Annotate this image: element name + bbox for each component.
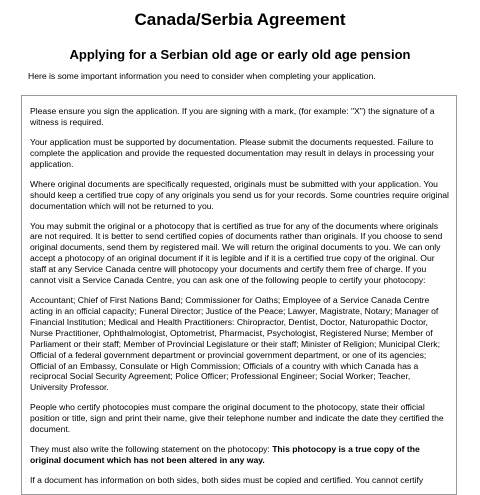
document-title: Canada/Serbia Agreement [134,10,346,29]
notice-box-content [30,106,450,495]
certified-copies-paragraph: You may submit the original or a photocopy that is certified as true for any of the documents where originals are not required. It is better to send certified copies of documents rather than originals. If you choose to send original documents, send them by registered mail. We will return the original documents to you. We can only accept a photocopy of an original document if it is legible and if it is a certified true copy of the original. Our staff at any Service Canada centre will photocopy your documents and certify them free of charge. If you cannot visit a Service Canada Centre, you can ask one of the following people to certify your photocopy: [30,220,443,286]
statement-bold-text: This photocopy is a true copy of the original document which has not been altered in any way. [30,444,420,466]
documentation-paragraph: Your application must be supported by documentation. Please submit the documents requested. Failure to complete the application and provide the requested documentation may result in delays in processing your application. [30,136,435,169]
notice-box [21,95,457,495]
intro-text: Here is some important information you need to consider when completing your application. [28,71,376,81]
original-documents-paragraph: Where original documents are specifically requested, originals must be submitted with your application. You should keep a certified true copy of any originals you send us for your records. Some countries require original documentation which will not be returned to you. [30,178,449,211]
statement-paragraph [30,444,450,466]
certification-procedure-paragraph: People who certify photocopies must compare the original document to the photocopy, state their official position or title, sign and print their name, give their telephone number and indicate the date they certified the document. [30,402,444,435]
certifiers-list-paragraph: Accountant; Chief of First Nations Band; Commissioner for Oaths; Employee of a Service Canada Centre acting in an official capacity; Funeral Director; Justice of the Peace; Lawyer, Magistrate, Notary; Manager of Financial Institution; Medical and Health Practitioners: Chiropractor, Dentist, Doctor, Naturopathic Doctor, Nurse Practitioner, Ophthalmologist, Optometrist, Pharmacist, Psychologist, Registered Nurse; Member of Parliament or their staff; Member of Provincial Legislature or their staff; Minister of Religion; Municipal Clerk; Official of a federal government department or provincial government department, or one of its agencies; Official of an Embassy, Consulate or High Commission; Officials of a country with which Canada has a reciprocal Social Security Agreement; Police Officer; Professional Engineer; Social Worker; Teacher, University Professor. [30,295,440,393]
two-sided-documents-paragraph: If a document has information on both sides, both sides must be copied and certified. You cannot certify [30,475,424,486]
document-subtitle: Applying for a Serbian old age or early old age pension [69,47,411,62]
signature-paragraph: Please ensure you sign the application. If you are signing with a mark, (for example: "X") the signature of a witness is required. [30,106,435,127]
statement-intro: They must also write the following statement on the photocopy: [30,444,273,455]
